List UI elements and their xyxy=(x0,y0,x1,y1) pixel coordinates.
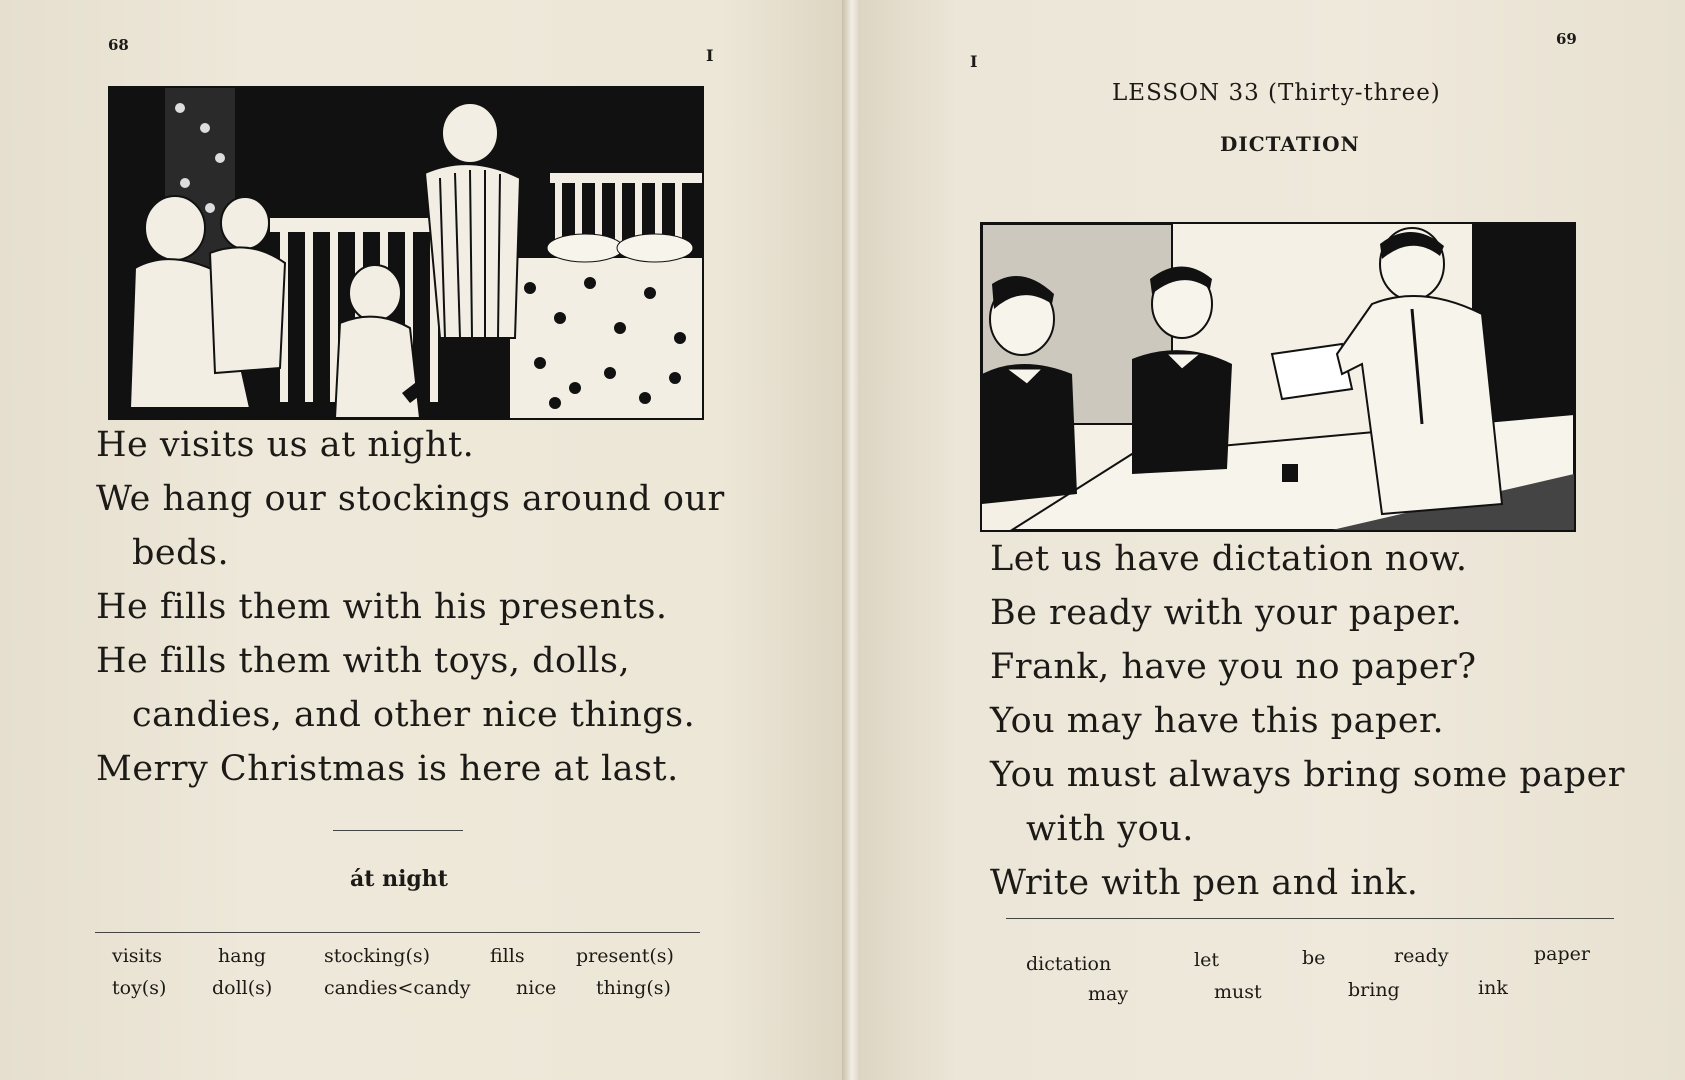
lesson-title: LESSON 33 (Thirty-three) xyxy=(1112,80,1441,106)
left-page-number: 68 xyxy=(108,36,129,54)
vocab-word: toy(s) xyxy=(112,977,167,999)
vocab-word: be xyxy=(1302,947,1326,969)
right-vocabulary xyxy=(1026,943,1626,1018)
left-line-4: He fills them with his presents. xyxy=(96,587,668,627)
right-corner-mark: I xyxy=(970,52,978,71)
left-line-1: He visits us at night. xyxy=(96,425,475,465)
vocab-word: hang xyxy=(218,945,266,967)
right-vocab-divider xyxy=(1006,918,1614,919)
vocab-word: nice xyxy=(516,977,557,999)
left-line-3: beds. xyxy=(132,533,230,573)
vocab-word: must xyxy=(1214,981,1262,1003)
right-line-7: Write with pen and ink. xyxy=(990,863,1419,903)
right-page-number: 69 xyxy=(1556,30,1577,48)
right-page xyxy=(858,0,1685,1080)
right-line-5: You must always bring some paper xyxy=(990,755,1626,795)
vocab-word: bring xyxy=(1348,979,1400,1001)
right-reading-text xyxy=(990,532,1625,910)
left-line-6: candies, and other nice things. xyxy=(132,695,696,735)
right-line-4: You may have this paper. xyxy=(990,701,1445,741)
vocab-word: visits xyxy=(112,945,163,967)
right-line-3: Frank, have you no paper? xyxy=(990,647,1477,687)
left-vocabulary xyxy=(112,940,712,1010)
vocab-word: thing(s) xyxy=(596,977,671,999)
vocab-word: may xyxy=(1088,983,1129,1005)
dictation-illustration xyxy=(980,222,1576,532)
right-line-6: with you. xyxy=(1026,809,1194,849)
teacher-pupils-icon xyxy=(982,224,1574,530)
vocab-word: let xyxy=(1194,949,1219,971)
vocab-word: fills xyxy=(490,945,525,967)
christmas-illustration xyxy=(108,86,704,420)
left-corner-mark: I xyxy=(706,46,714,65)
vocab-word: doll(s) xyxy=(212,977,273,999)
left-line-7: Merry Christmas is here at last. xyxy=(96,749,679,789)
vocab-word: paper xyxy=(1534,943,1590,965)
vocab-word: ink xyxy=(1478,977,1508,999)
vocab-word: present(s) xyxy=(576,945,674,967)
left-reading-text xyxy=(96,418,725,796)
vocab-word: ready xyxy=(1394,945,1449,967)
right-line-1: Let us have dictation now. xyxy=(990,539,1468,579)
left-line-5: He fills them with toys, dolls, xyxy=(96,641,631,681)
section-title: DICTATION xyxy=(1220,132,1360,156)
left-phrase: át night xyxy=(350,866,448,892)
vocab-word: stocking(s) xyxy=(324,945,431,967)
left-line-2: We hang our stockings around our xyxy=(96,479,725,519)
left-short-divider xyxy=(333,830,463,831)
vocab-word: candies<candy xyxy=(324,977,471,999)
vocab-word: dictation xyxy=(1026,953,1112,975)
left-vocab-divider xyxy=(95,932,700,933)
right-line-2: Be ready with your paper. xyxy=(990,593,1463,633)
children-christmas-icon xyxy=(110,88,702,418)
